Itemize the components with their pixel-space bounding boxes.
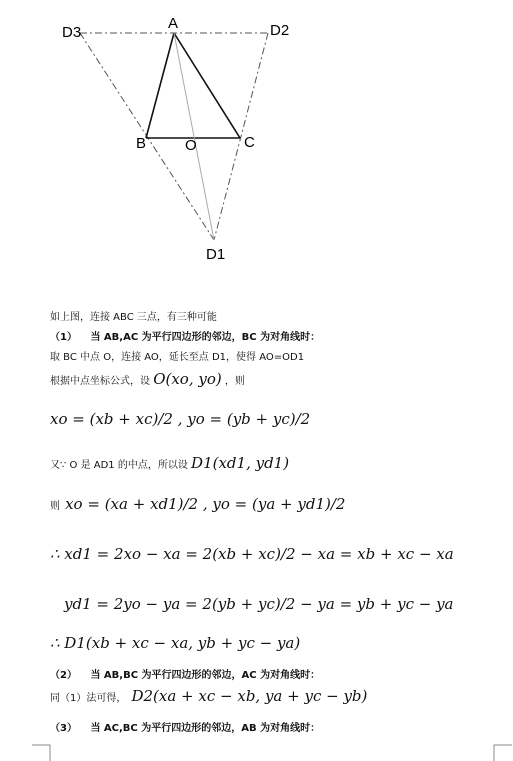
case1-title: 当 AB,AC 为平行四边形的邻边，BC 为对角线时： <box>90 332 321 343</box>
line-ab <box>146 33 174 138</box>
label-d1: D1 <box>206 246 226 263</box>
case2-number: （2） <box>50 670 77 681</box>
equation-6: D2(xa + xc − xb, ya + yc − yb) <box>131 687 368 705</box>
step2-prefix: 根据中点坐标公式，设 <box>50 376 150 387</box>
label-a: A <box>168 15 179 32</box>
case3-title: 当 AC,BC 为平行四边形的邻边，AB 为对角线时： <box>90 723 321 734</box>
case2-heading <box>50 666 320 681</box>
intro-text: 如上图，连接 ABC 三点，有三种可能 <box>50 312 217 323</box>
label-c: C <box>244 134 255 151</box>
geometry-figure <box>0 0 513 300</box>
case3-heading <box>50 719 320 734</box>
equation-3: ∴ xd1 = 2xo − xa = 2(xb + xc)/2 − xa = xb + xc − xa <box>50 545 454 563</box>
line-d2-d1 <box>214 33 268 240</box>
equation-5: ∴ D1(xb + xc − xa, yb + yc − ya) <box>50 634 301 652</box>
case2-title: 当 AB,BC 为平行四边形的邻边，AC 为对角线时： <box>90 670 321 681</box>
step3-math: D1(xd1, yd1) <box>191 454 290 472</box>
label-o: O <box>185 137 197 154</box>
corner-mark-right <box>494 745 512 761</box>
equation-2: xo = (xa + xd1)/2 , yo = (ya + yd1)/2 <box>65 495 346 513</box>
step5-prefix: 同（1）法可得， <box>50 693 127 704</box>
equation-1: xo = (xb + xc)/2 , yo = (yb + yc)/2 <box>50 410 311 428</box>
step5-line <box>50 686 367 705</box>
step1-text: 取 BC 中点 O，连接 AO，延长至点 D1，使得 AO=OD1 <box>50 352 305 363</box>
step3-prefix: 又∵ O 是 AD1 的中点，所以设 <box>50 460 188 471</box>
label-d2: D2 <box>270 22 290 39</box>
equation-4: yd1 = 2yo − ya = 2(yb + yc)/2 − ya = yb + yc − ya <box>64 595 454 613</box>
step3-line <box>50 454 289 472</box>
step2-suffix: ，则 <box>224 376 245 387</box>
case1-heading <box>50 328 320 343</box>
step2-line <box>50 370 245 388</box>
corner-mark-left <box>32 745 50 761</box>
step4-line <box>50 494 345 513</box>
step4-prefix: 则 <box>50 501 60 512</box>
label-d3: D3 <box>62 24 82 41</box>
case3-number: （3） <box>50 723 77 734</box>
label-b: B <box>136 135 147 152</box>
case1-number: （1） <box>50 332 77 343</box>
step2-math: O(xo, yo) <box>153 370 222 388</box>
